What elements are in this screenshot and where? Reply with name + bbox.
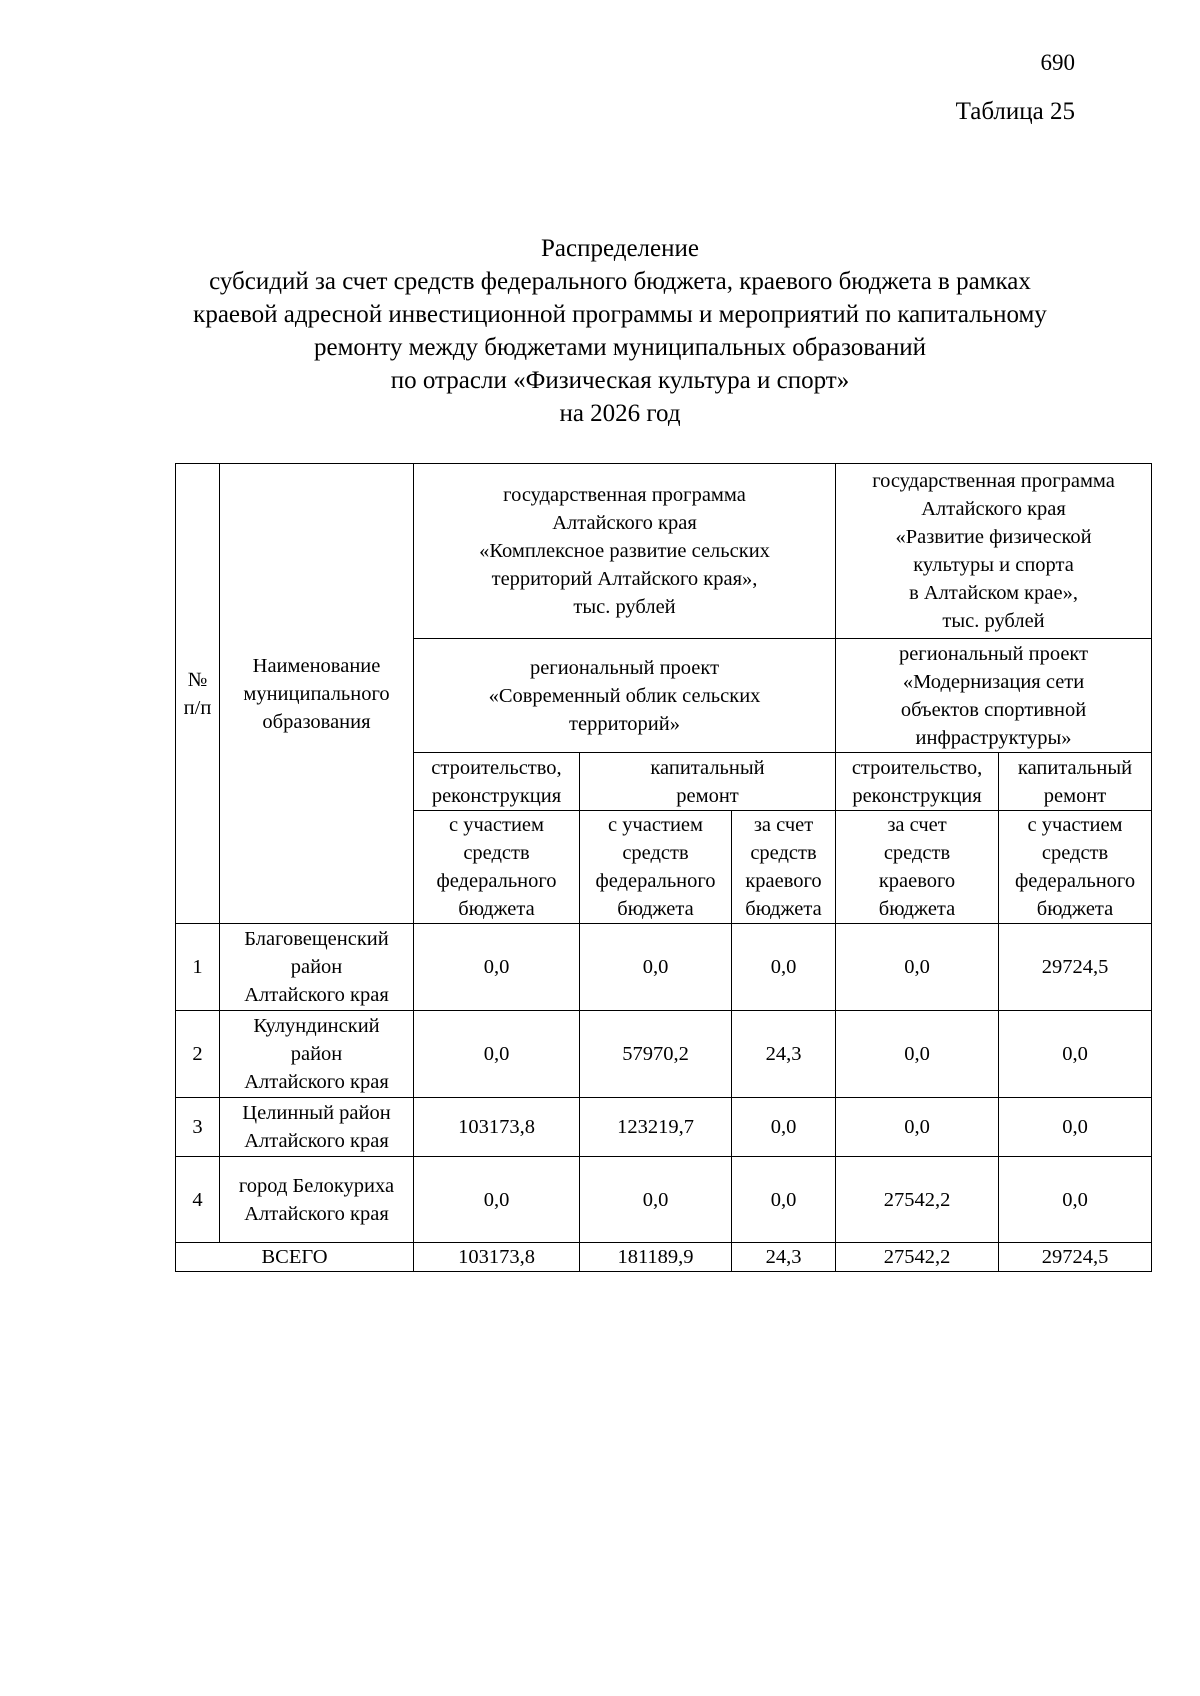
row-value: 0,0	[732, 1157, 836, 1243]
row-value: 0,0	[732, 924, 836, 1011]
total-value: 103173,8	[414, 1243, 580, 1272]
row-value: 0,0	[836, 924, 999, 1011]
distribution-table	[175, 463, 1152, 1272]
title-line: ремонту между бюджетами муниципальных образований	[313, 334, 927, 361]
row-municipality: Благовещенский район Алтайского края	[220, 924, 414, 1011]
header-source-fed-3: с участием средств федерального бюджета	[999, 811, 1152, 924]
row-value: 0,0	[836, 1098, 999, 1157]
total-row	[176, 1243, 1152, 1272]
document-title	[170, 232, 1070, 430]
header-program-rural: государственная программа Алтайского края «Комплексное развитие сельских территорий Алтайского края», тыс. рублей	[414, 464, 836, 639]
row-value: 0,0	[580, 924, 732, 1011]
title-line: Распределение	[541, 235, 699, 262]
row-num: 2	[176, 1011, 220, 1098]
total-value: 24,3	[732, 1243, 836, 1272]
row-value: 0,0	[580, 1157, 732, 1243]
header-project-rural: региональный проект «Современный облик сельских территорий»	[414, 639, 836, 753]
row-num: 1	[176, 924, 220, 1011]
row-municipality: Кулундинский район Алтайского края	[220, 1011, 414, 1098]
table-row	[176, 1011, 1152, 1098]
row-value: 0,0	[999, 1098, 1152, 1157]
header-source-reg-2: за счет средств краевого бюджета	[836, 811, 999, 924]
row-value: 29724,5	[999, 924, 1152, 1011]
row-municipality: Целинный район Алтайского края	[220, 1098, 414, 1157]
title-line: субсидий за счет средств федерального бюджета, краевого бюджета в рамках	[209, 268, 1031, 295]
header-project-sport: региональный проект «Модернизация сети объектов спортивной инфраструктуры»	[836, 639, 1152, 753]
row-value: 103173,8	[414, 1098, 580, 1157]
header-program-sport: государственная программа Алтайского края «Развитие физической культуры и спорта в Алтайском крае», тыс. рублей	[836, 464, 1152, 639]
header-source-fed-1: с участием средств федерального бюджета	[414, 811, 580, 924]
header-repair-1: капитальный ремонт	[580, 753, 836, 811]
row-value: 24,3	[732, 1011, 836, 1098]
row-value: 0,0	[732, 1098, 836, 1157]
total-value: 27542,2	[836, 1243, 999, 1272]
table-row	[176, 1157, 1152, 1243]
row-value: 0,0	[999, 1011, 1152, 1098]
row-value: 123219,7	[580, 1098, 732, 1157]
total-label: ВСЕГО	[176, 1243, 414, 1272]
title-line: краевой адресной инвестиционной программы и мероприятий по капитальному	[193, 301, 1047, 328]
row-value: 57970,2	[580, 1011, 732, 1098]
row-value: 0,0	[414, 1011, 580, 1098]
header-construction-2: строительство, реконструкция	[836, 753, 999, 811]
header-construction-1: строительство, реконструкция	[414, 753, 580, 811]
table-number: Таблица 25	[955, 98, 1075, 125]
header-repair-2: капитальный ремонт	[999, 753, 1152, 811]
row-value: 27542,2	[836, 1157, 999, 1243]
header-name: Наименование муниципального образования	[220, 464, 414, 924]
row-value: 0,0	[414, 924, 580, 1011]
title-line: на 2026 год	[559, 400, 681, 427]
row-num: 4	[176, 1157, 220, 1243]
header-row-programs	[176, 464, 1152, 639]
row-municipality: город Белокуриха Алтайского края	[220, 1157, 414, 1243]
header-source-fed-2: с участием средств федерального бюджета	[580, 811, 732, 924]
row-value: 0,0	[414, 1157, 580, 1243]
row-value: 0,0	[999, 1157, 1152, 1243]
page-number: 690	[1040, 50, 1075, 75]
title-line: по отрасли «Физическая культура и спорт»	[390, 367, 850, 394]
row-value: 0,0	[836, 1011, 999, 1098]
total-value: 29724,5	[999, 1243, 1152, 1272]
table-row	[176, 1098, 1152, 1157]
header-source-reg-1: за счет средств краевого бюджета	[732, 811, 836, 924]
header-num: № п/п	[176, 464, 220, 924]
total-value: 181189,9	[580, 1243, 732, 1272]
row-num: 3	[176, 1098, 220, 1157]
table-row	[176, 924, 1152, 1011]
